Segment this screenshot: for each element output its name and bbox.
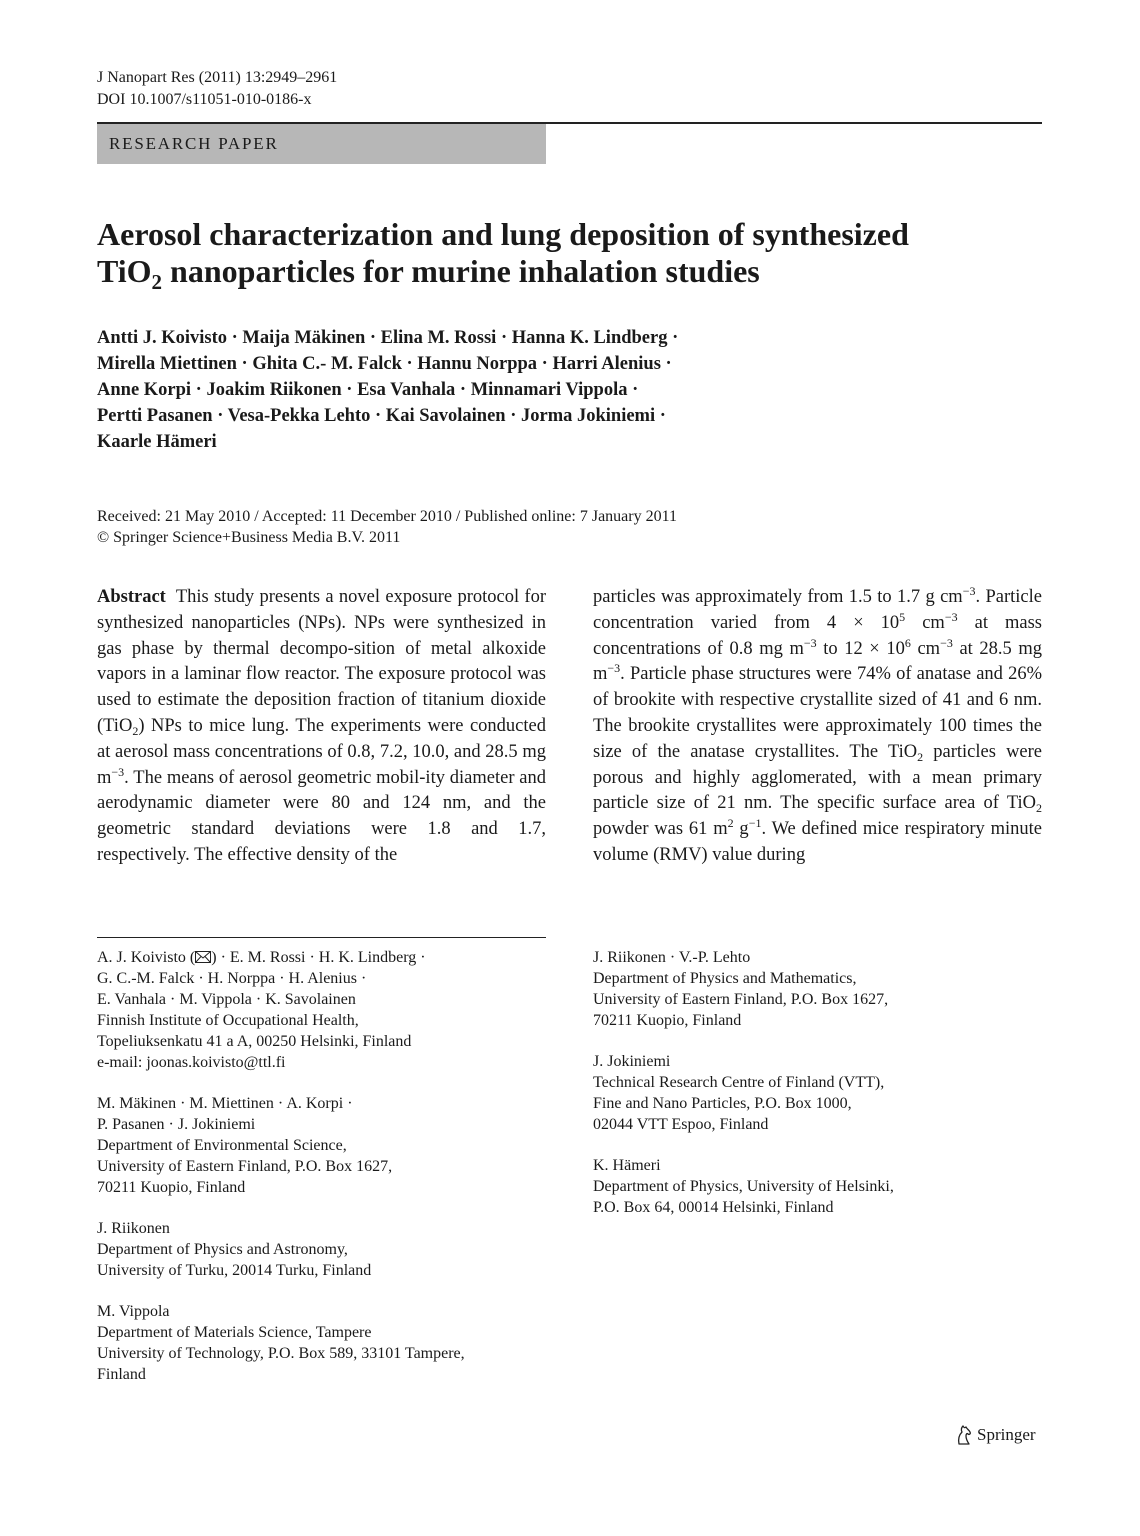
author-list: Antti J. Koivisto · Maija Mäkinen · Elina M. Rossi · Hanna K. Lindberg · Mirella Miettinen · Ghita C.- M. Falck · Hannu Norppa · Harri Alenius · Anne Korpi · Joakim Riikonen · Esa Vanhala · Minnamari Vippola · Pertti Pasanen · Vesa-Pekka Lehto · Kai Savolainen · Jorma Jokiniemi · Kaarle Hämeri [97,328,679,452]
publisher-logo [955,1424,1036,1446]
abstract-label: Abstract [97,587,166,607]
affiliation-block: J. Riikonen · V.-P. Lehto Department of Physics and Mathematics, University of Eastern Finland, P.O. Box 1627, 70211 Kuopio, Finland [593,949,889,1029]
affiliation-block: J. Riikonen Department of Physics and Astronomy, University of Turku, 20014 Turku, Finland [97,1220,372,1279]
affiliation-block: K. Hämeri Department of Physics, University of Helsinki, P.O. Box 64, 00014 Helsinki, Finland [593,1157,894,1216]
abstract-right-column: particles was approximately from 1.5 to 1.7 g $cm^{-3}$. Particle concentration varied from $4 \times 10^5$ $cm^{-3}$ at mass concentrations of 0.8 mg $m^{-3}$ to $12 \times 10^6$ $cm^{-3}$ at 28.5 mg $m^{-3}$. Particle phase structures were 74% of anatase and 26% of brookite with respective crystallite sized of 41 and 6 nm. The brookite crystallites were approximately 100 times the size of the anatase crystallites. The TiO$_2$ particles were porous and highly agglomerated, with a mean primary particle size of 21 nm. The specific surface area of TiO$_2$ powder was 61 $m^2$ $g^{-1}$. We defined mice respiratory minute volume (RMV) value during [593,584,1043,865]
publisher-name: Springer [977,1425,1036,1444]
journal-header [97,67,337,111]
footnote-rule [97,937,546,938]
affiliations-right [593,947,1042,1238]
abstract-left-column: Abstract This study presents a novel exposure protocol for synthesized nanoparticles (NPs). NPs were synthesized in gas phase by thermal decompo-sition of metal alkoxide vapors in a laminar flow reactor. The exposure protocol was used to estimate the deposition fraction of titanium dioxide (TiO$_2$) NPs to mice lung. The experiments were conducted at aerosol mass concentrations of 0.8, 7.2, 10.0, and 28.5 mg $m^{-3}$. The means of aerosol geometric mobil-ity diameter and aerodynamic diameter were 80 and 124 nm, and the geometric standard deviations were 1.8 and 1.7, respectively. The effective density of the [97,587,546,865]
affiliations-left [97,947,546,1405]
affiliation-block: J. Jokiniemi Technical Research Centre of Finland (VTT), Fine and Nano Particles, P.O. Box 1000, 02044 VTT Espoo, Finland [593,1053,885,1133]
article-type-banner: RESEARCH PAPER [97,124,546,164]
envelope-icon[interactable] [195,951,211,963]
publication-dates [97,506,677,548]
springer-horse-icon [955,1424,973,1446]
date-history: Received: 21 May 2010 / Accepted: 11 December 2010 / Published online: 7 January 2011 [97,508,678,525]
affiliation-block: M. Mäkinen · M. Miettinen · A. Korpi · P. Pasanen · J. Jokiniemi Department of Environmental Science, University of Eastern Finland, P.O. Box 1627, 70211 Kuopio, Finland [97,1095,393,1196]
author-email[interactable]: e-mail: joonas.koivisto@ttl.fi [97,1054,286,1071]
doi[interactable]: DOI 10.1007/s11051-010-0186-x [97,91,312,108]
affiliation-block: M. Vippola Department of Materials Science, Tampere University of Technology, P.O. Box 589, 33101 Tampere, Finland [97,1303,465,1383]
journal-citation: J Nanopart Res (2011) 13:2949–2961 [97,69,338,86]
copyright: © Springer Science+Business Media B.V. 2011 [97,529,401,546]
paper-title: Aerosol characterization and lung deposition of synthesized TiO$_2$ nanoparticles for murine inhalation studies [97,216,909,294]
affiliation-block: A. J. Koivisto ( ) · E. M. Rossi · H. K. Lindberg · G. C.-M. Falck · H. Norppa · H. Alenius · E. Vanhala · M. Vippola · K. Savolainen Finnish Institute of Occupational Health, Topeliuksenkatu 41 a A, 00250 Helsinki, Finland e-mail: joonas.koivisto@ttl.fi [97,949,426,1071]
